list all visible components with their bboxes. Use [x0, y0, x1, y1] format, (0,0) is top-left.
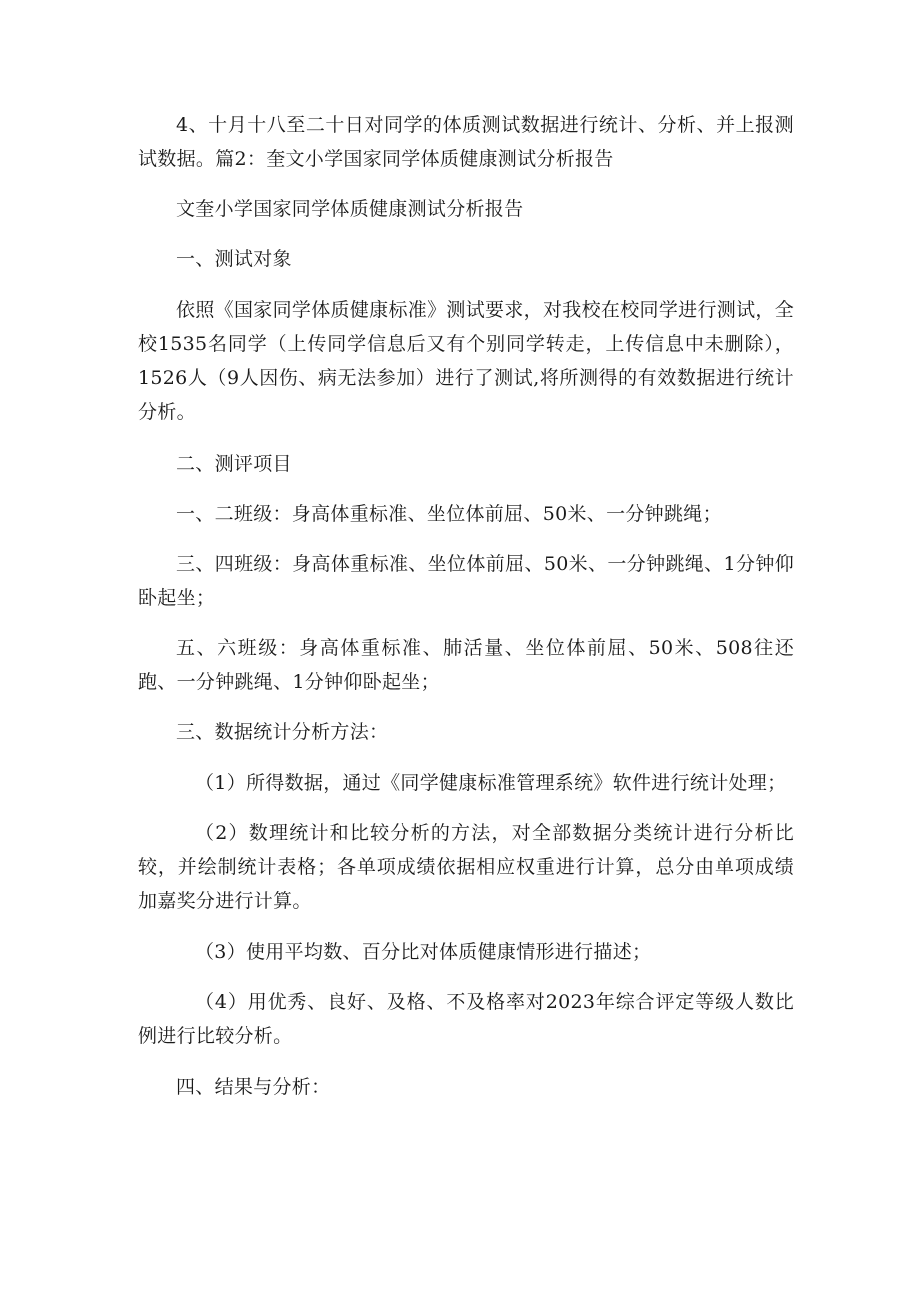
heading-analysis-methods: 三、数据统计分析方法：	[176, 721, 389, 743]
heading-results-analysis: 四、结果与分析：	[176, 1076, 331, 1098]
paragraph-report-title: 文奎小学国家同学体质健康测试分析报告	[176, 198, 524, 220]
paragraph-grades-1-2: 一、二班级：身高体重标准、坐位体前屈、50米、一分钟跳绳；	[176, 503, 722, 525]
heading-test-items: 二、测评项目	[176, 453, 292, 475]
paragraph-method-1: （1）所得数据，通过《同学健康标准管理系统》软件进行统计处理；	[195, 772, 787, 794]
paragraph-method-2: （2）数理统计和比较分析的方法，对全部数据分类统计进行分析比较，并绘制统计表格；各单项成绩依据相应权重进行计算，总分由单项成绩加嘉奖分进行计算。	[138, 822, 794, 912]
paragraph-method-3: （3）使用平均数、百分比对体质健康情形进行描述；	[195, 941, 652, 963]
paragraph-test-subjects: 依照《国家同学体质健康标准》测试要求，对我校在校同学进行测试，全校1535名同学（上传同学信息后又有个别同学转走，上传信息中未删除），1526人（9人因伤、病无法参加）进行了测试,将所测得的有效数据进行统计分析。	[138, 299, 794, 423]
paragraph-method-4: （4）用优秀、良好、及格、不及格率对2023年综合评定等级人数比例进行比较分析。	[138, 991, 794, 1047]
document-body	[138, 108, 794, 1104]
paragraph-test-data-report: 4、十月十八至二十日对同学的体质测试数据进行统计、分析、并上报测试数据。篇2：奎文小学国家同学体质健康测试分析报告	[138, 114, 794, 170]
paragraph-grades-5-6: 五、六班级：身高体重标准、肺活量、坐位体前屈、50米、508往还跑、一分钟跳绳、1分钟仰卧起坐；	[138, 637, 794, 693]
heading-test-subjects: 一、测试对象	[176, 248, 292, 270]
paragraph-grades-3-4: 三、四班级：身高体重标准、坐位体前屈、50米、一分钟跳绳、1分钟仰卧起坐；	[138, 553, 794, 609]
